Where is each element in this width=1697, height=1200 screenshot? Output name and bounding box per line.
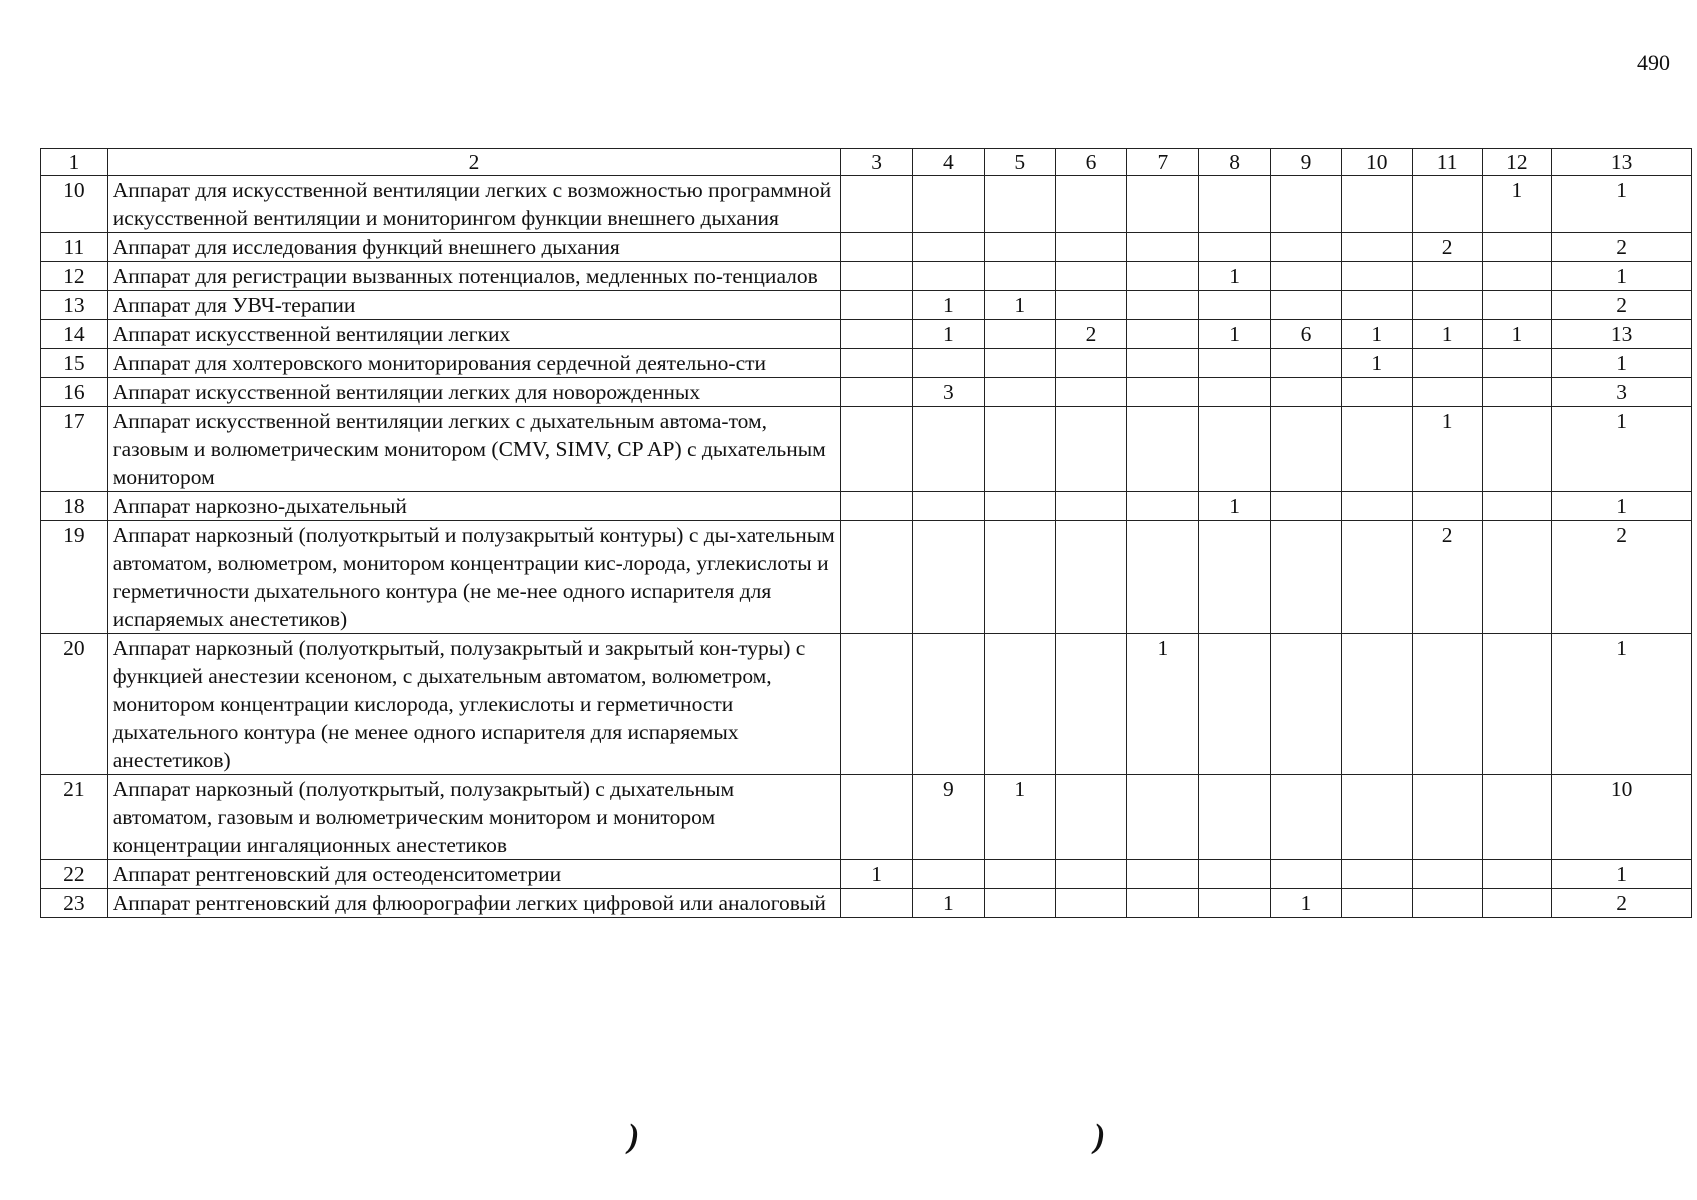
quantity-cell-col-6: 2 bbox=[1055, 320, 1127, 349]
equipment-name-cell: Аппарат искусственной вентиляции легких bbox=[107, 320, 840, 349]
equipment-name-cell: Аппарат для УВЧ-терапии bbox=[107, 291, 840, 320]
equipment-name-cell: Аппарат рентгеновский для остеоденситометрии bbox=[107, 860, 840, 889]
quantity-cell-col-4: 3 bbox=[913, 378, 985, 407]
quantity-cell-col-13: 2 bbox=[1552, 521, 1692, 634]
quantity-cell-col-5 bbox=[984, 176, 1055, 233]
header-cell-1: 1 bbox=[41, 149, 108, 176]
margin-mark-right: ) bbox=[1094, 1118, 1106, 1155]
quantity-cell-col-9 bbox=[1271, 860, 1342, 889]
quantity-cell-col-8 bbox=[1199, 521, 1271, 634]
row-number-cell: 13 bbox=[41, 291, 108, 320]
quantity-cell-col-13: 13 bbox=[1552, 320, 1692, 349]
quantity-cell-col-13: 3 bbox=[1552, 378, 1692, 407]
quantity-cell-col-6 bbox=[1055, 860, 1127, 889]
quantity-cell-col-12 bbox=[1482, 407, 1552, 492]
equipment-name-cell: Аппарат для регистрации вызванных потенциалов, медленных по-тенциалов bbox=[107, 262, 840, 291]
row-number-cell: 15 bbox=[41, 349, 108, 378]
quantity-cell-col-5 bbox=[984, 492, 1055, 521]
quantity-cell-col-11 bbox=[1412, 176, 1482, 233]
quantity-cell-col-4 bbox=[913, 349, 985, 378]
quantity-cell-col-7 bbox=[1127, 262, 1199, 291]
quantity-cell-col-5 bbox=[984, 860, 1055, 889]
quantity-cell-col-4 bbox=[913, 634, 985, 775]
header-cell-7: 7 bbox=[1127, 149, 1199, 176]
equipment-name-cell: Аппарат для холтеровского мониторирования сердечной деятельно-сти bbox=[107, 349, 840, 378]
quantity-cell-col-7: 1 bbox=[1127, 634, 1199, 775]
quantity-cell-col-3 bbox=[841, 320, 913, 349]
quantity-cell-col-8 bbox=[1199, 291, 1271, 320]
table-row bbox=[41, 407, 1692, 492]
quantity-cell-col-11 bbox=[1412, 378, 1482, 407]
table-row bbox=[41, 860, 1692, 889]
quantity-cell-col-3 bbox=[841, 349, 913, 378]
quantity-cell-col-5: 1 bbox=[984, 291, 1055, 320]
quantity-cell-col-11: 1 bbox=[1412, 407, 1482, 492]
quantity-cell-col-11 bbox=[1412, 889, 1482, 918]
row-number-cell: 18 bbox=[41, 492, 108, 521]
row-number-cell: 21 bbox=[41, 775, 108, 860]
quantity-cell-col-3 bbox=[841, 521, 913, 634]
quantity-cell-col-3 bbox=[841, 775, 913, 860]
quantity-cell-col-6 bbox=[1055, 262, 1127, 291]
quantity-cell-col-12 bbox=[1482, 262, 1552, 291]
equipment-table bbox=[40, 148, 1692, 918]
header-cell-6: 6 bbox=[1055, 149, 1127, 176]
quantity-cell-col-5 bbox=[984, 521, 1055, 634]
equipment-name-cell: Аппарат рентгеновский для флюорографии легких цифровой или аналоговый bbox=[107, 889, 840, 918]
quantity-cell-col-9 bbox=[1271, 634, 1342, 775]
quantity-cell-col-8 bbox=[1199, 176, 1271, 233]
quantity-cell-col-6 bbox=[1055, 291, 1127, 320]
quantity-cell-col-4 bbox=[913, 176, 985, 233]
equipment-name-cell: Аппарат наркозный (полуоткрытый и полузакрытый контуры) с ды-хательным автоматом, волюметром, монитором концентрации кис-лорода, углекислоты и герметичности дыхательного контура (не ме-нее одного испарителя для испаряемых анестетиков) bbox=[107, 521, 840, 634]
quantity-cell-col-12 bbox=[1482, 521, 1552, 634]
equipment-name-cell: Аппарат наркозный (полуоткрытый, полузакрытый и закрытый кон-туры) с функцией анестезии ксеноном, с дыхательным автоматом, волюметром, монитором концентрации кислорода, углекислоты и герметичности дыхательного контура (не менее одного испарителя для испаряемых анестетиков) bbox=[107, 634, 840, 775]
quantity-cell-col-11 bbox=[1412, 775, 1482, 860]
row-number-cell: 12 bbox=[41, 262, 108, 291]
quantity-cell-col-7 bbox=[1127, 775, 1199, 860]
quantity-cell-col-3 bbox=[841, 378, 913, 407]
quantity-cell-col-8 bbox=[1199, 634, 1271, 775]
quantity-cell-col-13: 1 bbox=[1552, 349, 1692, 378]
header-cell-8: 8 bbox=[1199, 149, 1271, 176]
quantity-cell-col-11 bbox=[1412, 492, 1482, 521]
quantity-cell-col-13: 10 bbox=[1552, 775, 1692, 860]
quantity-cell-col-13: 1 bbox=[1552, 407, 1692, 492]
quantity-cell-col-5 bbox=[984, 378, 1055, 407]
header-cell-5: 5 bbox=[984, 149, 1055, 176]
quantity-cell-col-9 bbox=[1271, 349, 1342, 378]
header-cell-13: 13 bbox=[1552, 149, 1692, 176]
table-row bbox=[41, 291, 1692, 320]
equipment-name-cell: Аппарат искусственной вентиляции легких с дыхательным автома-том, газовым и волюметрическим монитором (CMV, SIMV, CP AP) с дыхательным монитором bbox=[107, 407, 840, 492]
quantity-cell-col-3 bbox=[841, 407, 913, 492]
quantity-cell-col-9 bbox=[1271, 378, 1342, 407]
quantity-cell-col-6 bbox=[1055, 233, 1127, 262]
table-row bbox=[41, 378, 1692, 407]
quantity-cell-col-13: 1 bbox=[1552, 262, 1692, 291]
quantity-cell-col-10 bbox=[1341, 634, 1412, 775]
quantity-cell-col-6 bbox=[1055, 492, 1127, 521]
quantity-cell-col-6 bbox=[1055, 176, 1127, 233]
quantity-cell-col-7 bbox=[1127, 492, 1199, 521]
quantity-cell-col-5 bbox=[984, 233, 1055, 262]
quantity-cell-col-11: 1 bbox=[1412, 320, 1482, 349]
quantity-cell-col-11 bbox=[1412, 349, 1482, 378]
quantity-cell-col-6 bbox=[1055, 349, 1127, 378]
quantity-cell-col-5 bbox=[984, 634, 1055, 775]
quantity-cell-col-8 bbox=[1199, 349, 1271, 378]
margin-mark-left: ) bbox=[628, 1118, 640, 1155]
equipment-name-cell: Аппарат наркозно-дыхательный bbox=[107, 492, 840, 521]
row-number-cell: 20 bbox=[41, 634, 108, 775]
quantity-cell-col-7 bbox=[1127, 291, 1199, 320]
quantity-cell-col-10 bbox=[1341, 775, 1412, 860]
quantity-cell-col-10: 1 bbox=[1341, 320, 1412, 349]
quantity-cell-col-10 bbox=[1341, 262, 1412, 291]
quantity-cell-col-11 bbox=[1412, 262, 1482, 291]
quantity-cell-col-3 bbox=[841, 291, 913, 320]
quantity-cell-col-6 bbox=[1055, 407, 1127, 492]
quantity-cell-col-4 bbox=[913, 860, 985, 889]
quantity-cell-col-10 bbox=[1341, 407, 1412, 492]
quantity-cell-col-12: 1 bbox=[1482, 176, 1552, 233]
quantity-cell-col-13: 2 bbox=[1552, 291, 1692, 320]
quantity-cell-col-3 bbox=[841, 634, 913, 775]
quantity-cell-col-4 bbox=[913, 233, 985, 262]
equipment-name-cell: Аппарат для искусственной вентиляции легких с возможностью программной искусственной вентиляции и мониторингом функции внешнего дыхания bbox=[107, 176, 840, 233]
quantity-cell-col-11: 2 bbox=[1412, 233, 1482, 262]
quantity-cell-col-6 bbox=[1055, 521, 1127, 634]
quantity-cell-col-10 bbox=[1341, 521, 1412, 634]
row-number-cell: 11 bbox=[41, 233, 108, 262]
quantity-cell-col-5 bbox=[984, 320, 1055, 349]
quantity-cell-col-3 bbox=[841, 233, 913, 262]
quantity-cell-col-10 bbox=[1341, 492, 1412, 521]
quantity-cell-col-11 bbox=[1412, 634, 1482, 775]
quantity-cell-col-6 bbox=[1055, 775, 1127, 860]
quantity-cell-col-12 bbox=[1482, 860, 1552, 889]
quantity-cell-col-7 bbox=[1127, 378, 1199, 407]
table-row bbox=[41, 320, 1692, 349]
quantity-cell-col-11 bbox=[1412, 860, 1482, 889]
quantity-cell-col-8 bbox=[1199, 233, 1271, 262]
row-number-cell: 23 bbox=[41, 889, 108, 918]
quantity-cell-col-10 bbox=[1341, 176, 1412, 233]
quantity-cell-col-9 bbox=[1271, 291, 1342, 320]
quantity-cell-col-13: 2 bbox=[1552, 889, 1692, 918]
quantity-cell-col-12 bbox=[1482, 291, 1552, 320]
quantity-cell-col-8 bbox=[1199, 775, 1271, 860]
quantity-cell-col-4: 1 bbox=[913, 889, 985, 918]
quantity-cell-col-8 bbox=[1199, 407, 1271, 492]
quantity-cell-col-8: 1 bbox=[1199, 320, 1271, 349]
header-cell-2: 2 bbox=[107, 149, 840, 176]
quantity-cell-col-5 bbox=[984, 349, 1055, 378]
header-cell-12: 12 bbox=[1482, 149, 1552, 176]
header-cell-3: 3 bbox=[841, 149, 913, 176]
quantity-cell-col-9 bbox=[1271, 521, 1342, 634]
quantity-cell-col-4 bbox=[913, 407, 985, 492]
quantity-cell-col-9: 6 bbox=[1271, 320, 1342, 349]
quantity-cell-col-9 bbox=[1271, 176, 1342, 233]
quantity-cell-col-5: 1 bbox=[984, 775, 1055, 860]
quantity-cell-col-10 bbox=[1341, 889, 1412, 918]
quantity-cell-col-3: 1 bbox=[841, 860, 913, 889]
quantity-cell-col-12 bbox=[1482, 492, 1552, 521]
table-row bbox=[41, 889, 1692, 918]
quantity-cell-col-11 bbox=[1412, 291, 1482, 320]
equipment-name-cell: Аппарат наркозный (полуоткрытый, полузакрытый) с дыхательным автоматом, газовым и волюметрическим монитором и монитором концентрации ингаляционных анестетиков bbox=[107, 775, 840, 860]
quantity-cell-col-12 bbox=[1482, 889, 1552, 918]
quantity-cell-col-9: 1 bbox=[1271, 889, 1342, 918]
table-row bbox=[41, 349, 1692, 378]
quantity-cell-col-9 bbox=[1271, 233, 1342, 262]
quantity-cell-col-13: 1 bbox=[1552, 176, 1692, 233]
quantity-cell-col-9 bbox=[1271, 262, 1342, 291]
table-header-row bbox=[41, 149, 1692, 176]
row-number-cell: 10 bbox=[41, 176, 108, 233]
table-row bbox=[41, 634, 1692, 775]
quantity-cell-col-8: 1 bbox=[1199, 262, 1271, 291]
quantity-cell-col-5 bbox=[984, 262, 1055, 291]
header-cell-10: 10 bbox=[1341, 149, 1412, 176]
quantity-cell-col-13: 1 bbox=[1552, 492, 1692, 521]
quantity-cell-col-9 bbox=[1271, 775, 1342, 860]
quantity-cell-col-4: 1 bbox=[913, 291, 985, 320]
quantity-cell-col-13: 2 bbox=[1552, 233, 1692, 262]
row-number-cell: 22 bbox=[41, 860, 108, 889]
row-number-cell: 17 bbox=[41, 407, 108, 492]
page-number: 490 bbox=[1637, 50, 1670, 75]
quantity-cell-col-9 bbox=[1271, 407, 1342, 492]
quantity-cell-col-5 bbox=[984, 407, 1055, 492]
quantity-cell-col-5 bbox=[984, 889, 1055, 918]
quantity-cell-col-7 bbox=[1127, 320, 1199, 349]
table-row bbox=[41, 176, 1692, 233]
quantity-cell-col-8 bbox=[1199, 860, 1271, 889]
quantity-cell-col-3 bbox=[841, 262, 913, 291]
quantity-cell-col-4 bbox=[913, 262, 985, 291]
quantity-cell-col-7 bbox=[1127, 349, 1199, 378]
row-number-cell: 19 bbox=[41, 521, 108, 634]
quantity-cell-col-6 bbox=[1055, 889, 1127, 918]
table-row bbox=[41, 233, 1692, 262]
quantity-cell-col-13: 1 bbox=[1552, 634, 1692, 775]
quantity-cell-col-12 bbox=[1482, 775, 1552, 860]
quantity-cell-col-10 bbox=[1341, 378, 1412, 407]
quantity-cell-col-7 bbox=[1127, 521, 1199, 634]
row-number-cell: 16 bbox=[41, 378, 108, 407]
row-number-cell: 14 bbox=[41, 320, 108, 349]
quantity-cell-col-6 bbox=[1055, 634, 1127, 775]
quantity-cell-col-7 bbox=[1127, 176, 1199, 233]
quantity-cell-col-12 bbox=[1482, 233, 1552, 262]
quantity-cell-col-7 bbox=[1127, 233, 1199, 262]
quantity-cell-col-8 bbox=[1199, 889, 1271, 918]
quantity-cell-col-8 bbox=[1199, 378, 1271, 407]
quantity-cell-col-13: 1 bbox=[1552, 860, 1692, 889]
table-row bbox=[41, 775, 1692, 860]
quantity-cell-col-7 bbox=[1127, 407, 1199, 492]
quantity-cell-col-4: 9 bbox=[913, 775, 985, 860]
quantity-cell-col-3 bbox=[841, 492, 913, 521]
header-cell-9: 9 bbox=[1271, 149, 1342, 176]
quantity-cell-col-12 bbox=[1482, 378, 1552, 407]
table-row bbox=[41, 492, 1692, 521]
quantity-cell-col-9 bbox=[1271, 492, 1342, 521]
quantity-cell-col-3 bbox=[841, 176, 913, 233]
quantity-cell-col-10 bbox=[1341, 860, 1412, 889]
quantity-cell-col-8: 1 bbox=[1199, 492, 1271, 521]
quantity-cell-col-10 bbox=[1341, 233, 1412, 262]
quantity-cell-col-11: 2 bbox=[1412, 521, 1482, 634]
equipment-name-cell: Аппарат для исследования функций внешнего дыхания bbox=[107, 233, 840, 262]
quantity-cell-col-4: 1 bbox=[913, 320, 985, 349]
quantity-cell-col-10 bbox=[1341, 291, 1412, 320]
quantity-cell-col-12 bbox=[1482, 634, 1552, 775]
quantity-cell-col-7 bbox=[1127, 860, 1199, 889]
quantity-cell-col-7 bbox=[1127, 889, 1199, 918]
header-cell-4: 4 bbox=[913, 149, 985, 176]
quantity-cell-col-12 bbox=[1482, 349, 1552, 378]
header-cell-11: 11 bbox=[1412, 149, 1482, 176]
quantity-cell-col-3 bbox=[841, 889, 913, 918]
quantity-cell-col-10: 1 bbox=[1341, 349, 1412, 378]
quantity-cell-col-4 bbox=[913, 521, 985, 634]
quantity-cell-col-6 bbox=[1055, 378, 1127, 407]
table-row bbox=[41, 262, 1692, 291]
table-row bbox=[41, 521, 1692, 634]
quantity-cell-col-12: 1 bbox=[1482, 320, 1552, 349]
quantity-cell-col-4 bbox=[913, 492, 985, 521]
equipment-name-cell: Аппарат искусственной вентиляции легких для новорожденных bbox=[107, 378, 840, 407]
